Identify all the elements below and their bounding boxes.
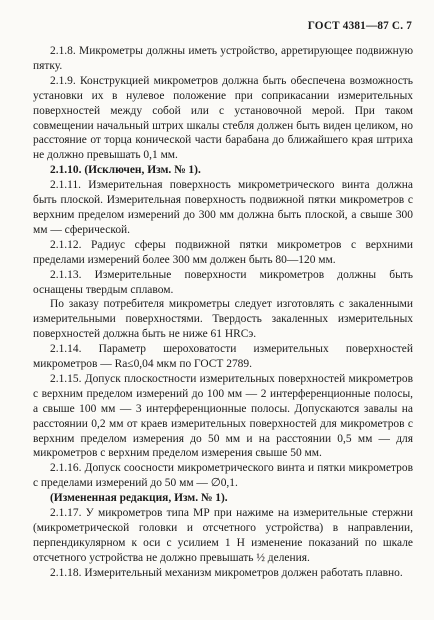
document-body	[33, 44, 413, 581]
paragraph-2-1-15: 2.1.15. Допуск плоскостности измерительных поверхностей микрометров с верхним пределом измерений до 100 мм — 2 интерференционные полосы, а свыше 100 мм — 3 интерференционные полосы. Допускаются завалы на расстоянии 0,2 мм от краев измерительных поверхностей для микрометров с верхним пределом измерения до 50 мм и на расстоянии 0,5 мм — для микрометров с верхним пределом измерения свыше 50 мм.	[33, 372, 413, 460]
paragraph-2-1-18: 2.1.18. Измерительный механизм микрометров должен работать плавно.	[50, 566, 403, 579]
paragraph-2-1-14: 2.1.14. Параметр шероховатости измерительных поверхностей микрометров — Ra≤0,04 мкм по ГОСТ 2789.	[33, 343, 413, 371]
paragraph-2-1-8: 2.1.8. Микрометры должны иметь устройство, арретирующее подвижную пятку.	[33, 45, 413, 72]
paragraph-2-1-16: 2.1.16. Допуск соосности микрометрического винта и пятки микрометров с пределами измерений до 50 мм — ∅0,1.	[33, 462, 413, 490]
paragraph-amended-edition: (Измененная редакция, Изм. № 1).	[50, 492, 228, 505]
paragraph-2-1-10: 2.1.10. (Исключен, Изм. № 1).	[50, 164, 201, 177]
page-header: ГОСТ 4381—87 С. 7	[307, 20, 412, 32]
paragraph-2-1-13: 2.1.13. Измерительные поверхности микрометров должны быть оснащены твердым сплавом.	[33, 268, 413, 296]
paragraph-2-1-17: 2.1.17. У микрометров типа МР при нажиме на измерительные стержни (микрометрической головки и отсчетного устройства) в направлении, перпендикулярном к оси с усилием 1 Н изменение показаний по шкале отсчетного устройства не должно превышать ½ деления.	[33, 507, 413, 564]
paragraph-2-1-9: 2.1.9. Конструкцией микрометров должна быть обеспечена возможность установки их в нулевое положение при соприкасании измерительных поверхностей между собой или с установочной мерой. При таком совмещении начальный штрих шкалы стебля должен быть виден целиком, но расстояние от торца конической части барабана до ближайшего края штриха не должно превышать 0,1 мм.	[33, 74, 413, 162]
paragraph-hardened-surfaces: По заказу потребителя микрометры следует изготовлять с закаленными измерительными поверхностями. Твердость закаленных измерительных поверхностей должна быть не ниже 61 HRCэ.	[33, 298, 413, 341]
paragraph-2-1-12: 2.1.12. Радиус сферы подвижной пятки микрометров с верхними пределами измерений более 300 мм должен быть 80—120 мм.	[33, 238, 413, 266]
paragraph-2-1-11: 2.1.11. Измерительная поверхность микрометрического винта должна быть плоской. Измерительная поверхность подвижной пятки микрометров с верхним пределом измерений до 300 мм должна быть плоской, а свыше 300 мм — сферической.	[33, 179, 413, 236]
